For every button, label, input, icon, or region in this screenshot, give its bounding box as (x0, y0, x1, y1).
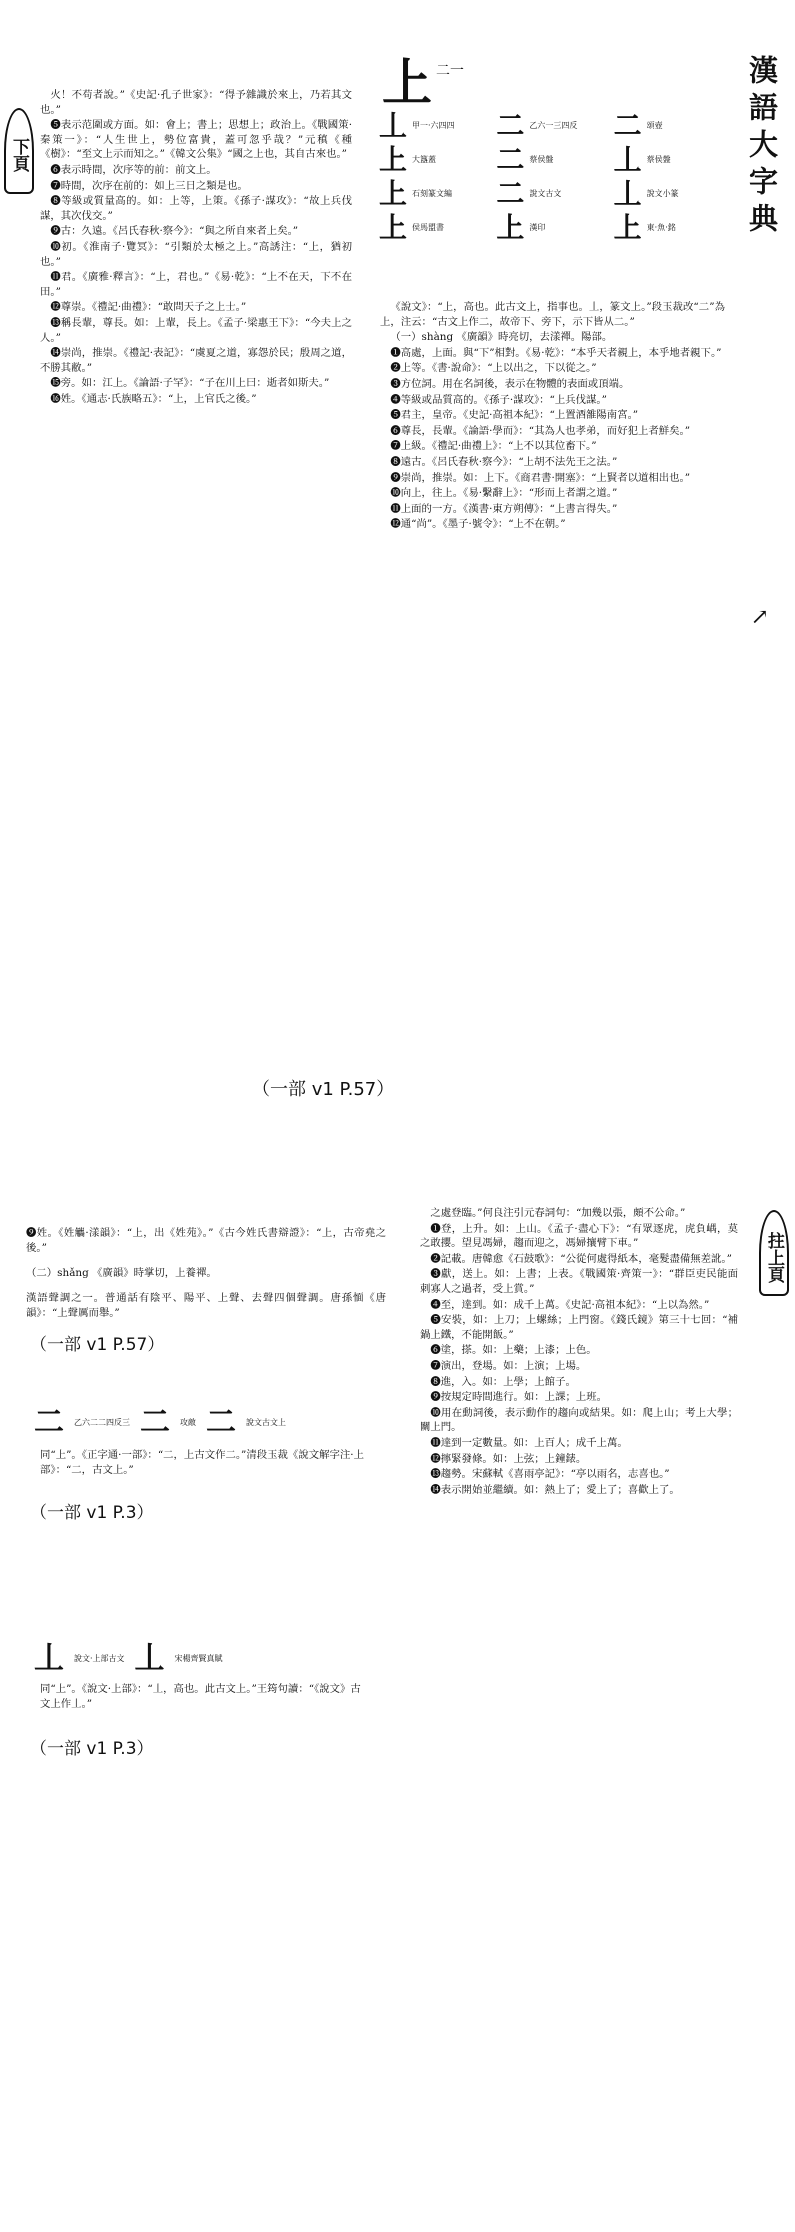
glyph-variant (495, 110, 606, 142)
glyph-char: 二 (496, 110, 525, 142)
glyph-variant (613, 178, 724, 210)
glyph-char: 上 (613, 212, 642, 244)
text-paragraph: ⓬擰緊發條。如：上弦；上鐘錶。 (430, 1452, 587, 1465)
text-paragraph: ❶高處，上面。與“下”相對。《易·乾》：“本乎天者親上，本乎地者親下。” (390, 346, 722, 359)
variant-char: 二 (34, 1405, 64, 1440)
glyph-source-label: 甲一·六四四 (412, 121, 455, 130)
text-paragraph: 《說文》：“上，高也。此古文上，指事也。丄，篆文上。”段玉裁改“二”為上，注云：“古文上作二，故帝下、旁下，示下皆从二。” (380, 301, 725, 328)
text-paragraph: 之處登臨。”何良注引元春詞句：“加幾以張，頗不公命。” (430, 1207, 686, 1219)
text-paragraph: ❺表示范圍或方面。如：會上；書上；思想上；政治上。《戰國策·秦策一》：“人生世上，勢位富貴，蓋可忽乎哉？”元稹《種《樹》：“至文上示而知之。”《韓文公集》“國之上也，其自古來也。” (40, 119, 352, 161)
glyph-variants-grid (378, 110, 724, 298)
variant-paragraph-1: 同“上”。《正字通·一部》：“二，上古文作二。”清段玉裁《說文解字注·上部》：“二，古文上。” (40, 1449, 364, 1476)
glyph-variant (495, 212, 606, 244)
text-paragraph: ❿用在動詞後，表示動作的趨向或結果。如：爬上山；考上大學；關上門。 (420, 1406, 738, 1434)
variant-char: 二 (206, 1405, 236, 1440)
text-paragraph: ⓫君。《廣雅·釋言》：“上，君也。”《易·乾》：“上不在天，下不在田。” (40, 271, 352, 298)
bottom-left-paragraphs (26, 1216, 386, 1326)
text-paragraph: ❽遠古。《呂氏春秋·察今》：“上胡不法先王之法。” (390, 455, 618, 468)
glyph-variant (495, 178, 606, 210)
variant-char: 丄 (134, 1641, 165, 1676)
glyph-source-label: 說文小篆 (646, 189, 679, 198)
glyph-source-label: 漢印 (529, 223, 546, 232)
text-paragraph: ⓫達到一定數量。如：上百人；成千上萬。 (430, 1436, 628, 1449)
glyph-char: 上 (496, 212, 525, 244)
text-paragraph: ❼時間，次序在前的：如上三日之類是也。 (50, 179, 248, 192)
left-text-column (40, 88, 352, 1098)
text-paragraph: ❺安裝，如：上刀；上螺絲；上門窗。《錢氏鏡》第三十七回：“補鍋上鐵，不能開飯。” (420, 1314, 738, 1341)
variant-char: 丄 (34, 1641, 64, 1676)
text-paragraph: ❽等級或質量高的。如：上等，上策。《孫子·謀攻》：“故上兵伐謀，其次伐交。” (40, 195, 352, 222)
text-paragraph: 漢語聲調之一。普通話有陰平、陽平、上聲、去聲四個聲調。唐孫愐《唐韻》：“上聲厲而舉。” (26, 1291, 386, 1319)
text-paragraph: 火！不苟者說。”《史記·孔子世家》：“得予雜識於來上，乃若其文也。” (40, 89, 352, 116)
text-paragraph: ❶登，上升。如：上山。《孟子·盡心下》：“有眾逐虎，虎負嵎，莫之敢攖。望見馮婦，趨而迎之，馮婦攘臂下車。” (420, 1222, 738, 1250)
glyph-source-label: 說文古文 (529, 189, 562, 198)
text-paragraph: ⓰姓。《通志·氏族略五》：“上，上官氏之後。” (50, 392, 257, 405)
variant-row-1 (34, 1406, 374, 1440)
text-paragraph: ❽進，入。如：上學；上館子。 (430, 1375, 576, 1388)
glyph-variant (378, 110, 489, 142)
glyph-char: 二 (496, 144, 525, 176)
glyph-char: 二 (496, 178, 525, 210)
glyph-char: 丄 (613, 178, 642, 210)
text-paragraph: （二）shǎng 《廣韻》時掌切，上養禪。 (26, 1266, 217, 1279)
glyph-variant (613, 144, 724, 176)
glyph-variant (378, 212, 489, 244)
glyph-source-label: 東·魚·銘 (646, 223, 676, 232)
text-paragraph: ⓬尊崇。《禮記·曲禮》：“敢問天子之上士。” (50, 301, 247, 314)
glyph-source-label: 蔡侯盤 (529, 155, 554, 164)
text-paragraph: ⓫上面的一方。《漢書·東方朔傳》：“上書言得失。” (390, 502, 618, 515)
headword-pronunciation: 二一 (436, 63, 464, 79)
text-paragraph: ❼演出，登場。如：上演；上場。 (430, 1359, 587, 1372)
glyph-variant (613, 212, 724, 244)
text-paragraph: ❷上等。《書·說命》：“上以出之，下以從之。” (390, 362, 597, 375)
headword: 上 (382, 53, 432, 112)
text-paragraph: ⓯旁。如：江上。《論語·子罕》：“子在川上曰：逝者如斯夫。” (50, 377, 330, 390)
text-paragraph: ❻表示時間，次序等的前：前文上。 (50, 163, 217, 176)
page-note-bottom-1: （一部 v1 P.57） (30, 1335, 165, 1355)
glyph-source-label: 侯馬盟書 (412, 223, 444, 232)
variant-label: 說文·上部古文 (74, 1654, 125, 1663)
text-paragraph: ❿向上，往上。《易·繫辭上》：“形而上者謂之道。” (390, 487, 618, 500)
glyph-source-label: 乙六一三四反 (529, 121, 578, 130)
page-note-bottom-2: （一部 v1 P.3） (30, 1503, 154, 1523)
text-paragraph: ❾崇尚，推崇。如：上下。《商君書·開塞》：“上賢者以道相出也。” (390, 471, 691, 484)
glyph-char: 二 (613, 110, 642, 142)
glyph-char: 丄 (613, 144, 642, 176)
glyph-variant (495, 144, 606, 176)
variant-label: 宋楊齊賢真賦 (174, 1654, 223, 1663)
text-paragraph: ❿初。《淮南子·覽冥》：“引類於太極之上。”高誘注：“上，猶初也。” (40, 240, 352, 268)
bottom-page (0, 1116, 795, 2232)
text-paragraph: ⓭趨勢。宋蘇軾《喜雨亭記》：“亭以雨名，志喜也。” (430, 1468, 670, 1481)
variant-label: 攻敵 (180, 1418, 196, 1427)
variant-paragraph-2: 同“上”。《說文·上部》：“丄，高也。此古文上。”王筠句讀：“《說文》古文上作丄。” (40, 1683, 361, 1710)
glyph-char: 丄 (378, 110, 407, 142)
text-paragraph: ❾姓。《姓觿·漾韻》：“上，出《姓苑》。”《古今姓氏書辯證》：“上，古帝堯之後。” (26, 1227, 386, 1254)
text-paragraph: ⓬通“尚”。《墨子·號令》：“上不在朝。” (390, 518, 566, 531)
margin-mark: ↗ (750, 605, 769, 630)
text-paragraph: ⓮表示開始並繼續。如：熱上了；愛上了；喜歡上了。 (430, 1483, 680, 1496)
bottom-right-text-column (420, 1206, 738, 2216)
glyph-char: 上 (378, 178, 407, 210)
text-paragraph: ❼上級。《禮記·曲禮上》：“上不以其位畜下。” (390, 440, 597, 453)
text-paragraph: ❷記載。唐韓愈《石鼓歌》：“公從何處得紙本，毫髮盡備無差訛。” (430, 1252, 732, 1265)
text-paragraph: ❸獻，送上。如：上書；上表。《戰國策·齊策一》：“群臣吏民能面刺寡人之過者，受上賞。” (420, 1268, 738, 1295)
text-paragraph: ❺君主，皇帝。《史記·高祖本紀》：“上置酒雒陽南宮。” (390, 409, 639, 422)
variant-row-2 (34, 1642, 374, 1676)
glyph-source-label: 大簋蓋 (412, 155, 436, 164)
glyph-source-label: 石刻篆文編 (412, 189, 452, 198)
text-paragraph: ❻尊長，長輩。《論語·學而》：“其為人也孝弟，而好犯上者鮮矣。” (390, 424, 691, 437)
variant-label: 乙六二二四反三 (74, 1418, 130, 1427)
glyph-source-label: 頌壺 (646, 121, 663, 130)
glyph-variant (378, 144, 489, 176)
glyph-source-label: 蔡侯盤 (646, 155, 671, 164)
text-paragraph: ❸方位詞。用在名詞後，表示在物體的表面或頂端。 (390, 377, 630, 390)
page-tab-right: 拄上頁 (759, 1210, 789, 1296)
page-note-bottom-3: （一部 v1 P.3） (30, 1739, 154, 1759)
glyph-char: 上 (378, 212, 407, 244)
page-note-top: （一部 v1 P.57） (252, 1079, 395, 1100)
glyph-variant (378, 178, 489, 210)
text-paragraph: （一）shàng 《廣韻》時亮切，去漾禪。陽部。 (390, 331, 613, 344)
variant-char: 二 (140, 1405, 170, 1440)
text-paragraph: ❾按規定時間進行。如：上課；上班。 (430, 1391, 608, 1404)
text-paragraph: ⓭稱長輩，尊長。如：上輩，長上。《孟子·梁惠王下》：“今夫上之人。” (40, 316, 352, 344)
text-paragraph: ❻塗，搽。如：上藥；上漆；上色。 (430, 1344, 597, 1357)
variant-label: 說文古文上 (246, 1418, 286, 1427)
text-paragraph: ⓮崇尚，推崇。《禮記·表記》：“虞夏之道，寡怨於民；殷周之道，不勝其敝。” (40, 347, 352, 374)
book-title: 漢語大字典 (745, 55, 779, 240)
right-text-column (380, 300, 725, 1100)
page-tab-left: 下頁 (4, 108, 34, 194)
text-paragraph: ❹至，達到。如：成千上萬。《史記·高祖本紀》：“上以為然。” (430, 1298, 710, 1311)
glyph-char: 上 (378, 144, 407, 176)
text-paragraph: ❾古：久遠。《呂氏春秋·察今》：“與之所自來者上矣。” (50, 225, 299, 238)
glyph-variant (613, 110, 724, 142)
text-paragraph: ❹等級或品質高的。《孫子·謀攻》：“上兵伐謀。” (390, 393, 607, 406)
